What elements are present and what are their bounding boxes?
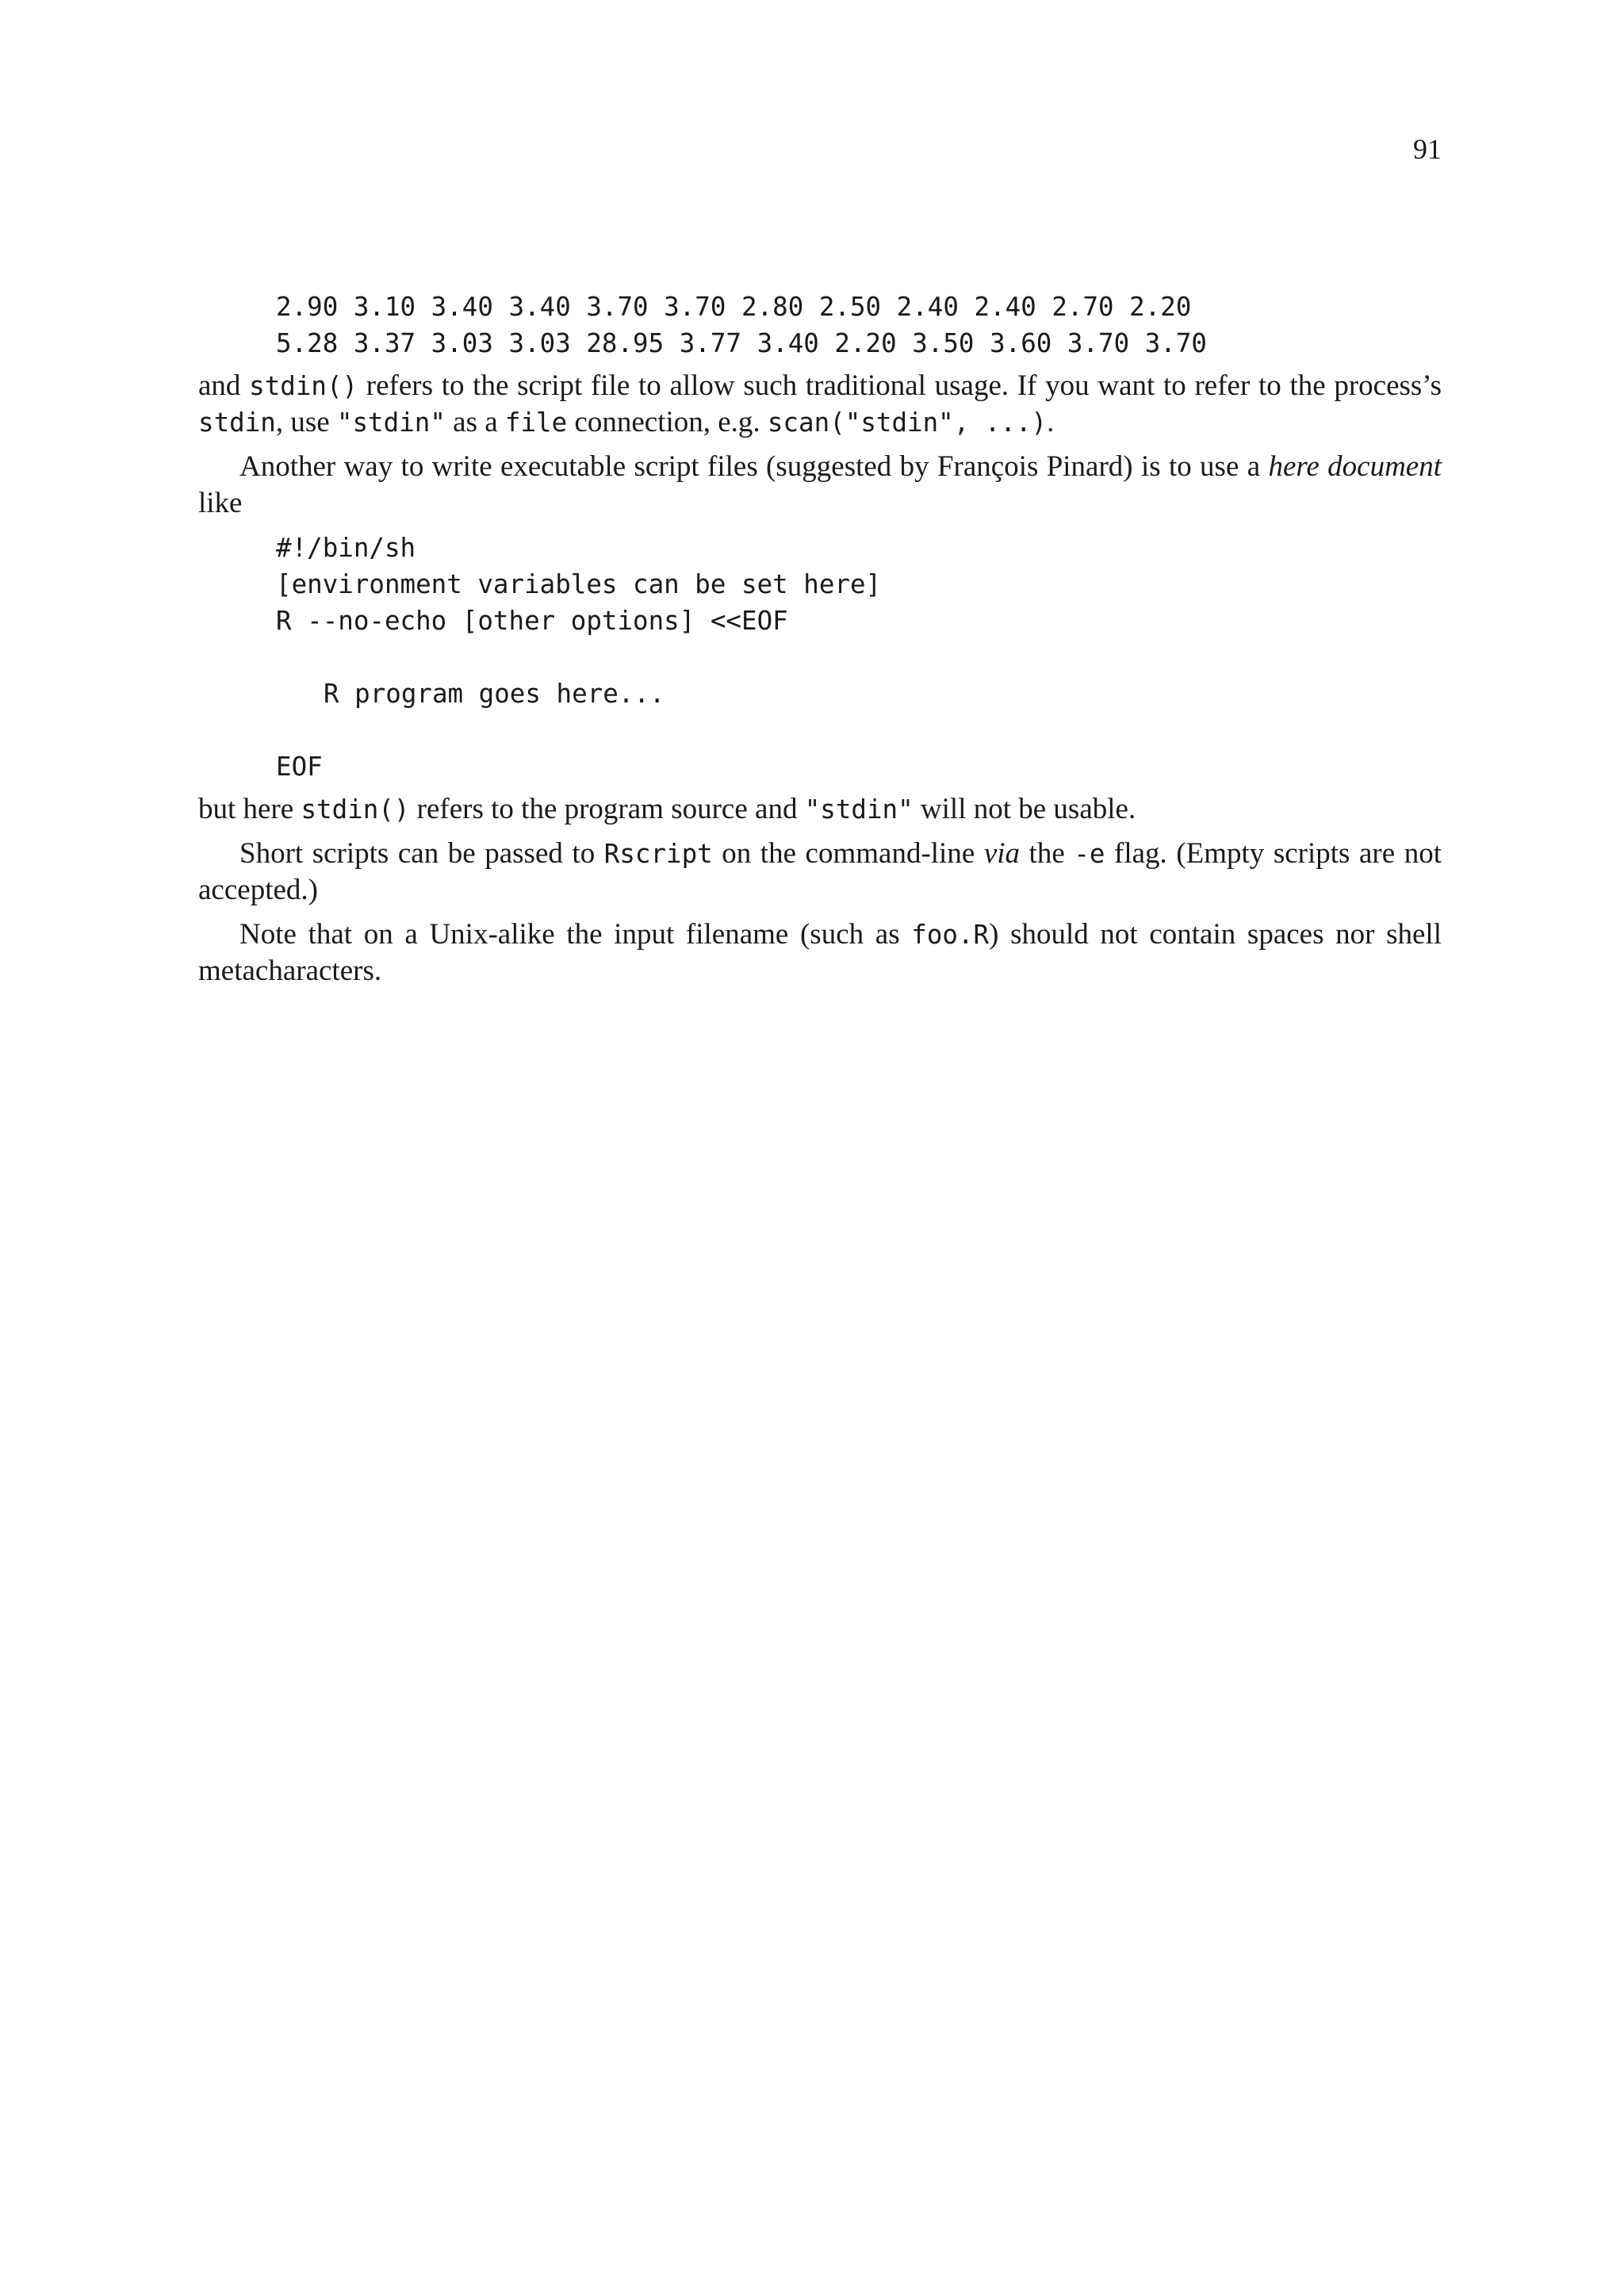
script-line-r-command: R --no-echo [other options] <<EOF: [276, 606, 788, 636]
data-line-2: 5.28 3.37 3.03 3.03 28.95 3.77 3.40 2.20 3.50 3.60 3.70 3.70: [276, 328, 1207, 358]
script-line-blank: [276, 639, 1442, 675]
script-line-shebang: #!/bin/sh: [276, 533, 416, 563]
paragraph-short-scripts: Short scripts can be passed to Rscript on the command-line via the -e flag. (Empty scripts are not accepted.): [198, 837, 1442, 906]
code-rscript: Rscript: [603, 839, 713, 869]
code-scan-call: scan("stdin", ...): [767, 408, 1048, 438]
emphasis-here-document: here document: [1268, 450, 1442, 483]
code-foo-r: foo.R: [911, 920, 990, 950]
code-e-flag: -e: [1074, 839, 1105, 869]
page-number: 91: [1413, 133, 1442, 165]
code-stdin-string: "stdin": [336, 408, 446, 438]
code-stdin-string: "stdin": [804, 794, 914, 825]
code-file: file: [504, 408, 568, 438]
shell-script-block: [276, 530, 1442, 785]
code-stdin-call: stdin(): [301, 794, 410, 825]
code-stdin-call: stdin(): [249, 371, 358, 401]
page-content: [198, 289, 1442, 997]
script-line-eof: EOF: [276, 752, 323, 782]
paragraph-filename-note: Note that on a Unix-alike the input filename (such as foo.R) should not contain spaces nor shell metacharacters.: [198, 918, 1442, 987]
paragraph-stdin-program-source: but here stdin() refers to the program source and "stdin" will not be usable.: [198, 793, 1136, 825]
paragraph-stdin-usage: and stdin() refers to the script file to allow such traditional usage. If you want to refer to the process’s stdin, use "stdin" as a file connection, e.g. scan("stdin", ...).: [198, 369, 1442, 438]
script-line-env: [environment variables can be set here]: [276, 569, 882, 599]
paragraph-here-document: Another way to write executable script files (suggested by François Pinard) is to use a here document like: [198, 450, 1442, 519]
data-output-block: [276, 289, 1442, 362]
script-line-program: R program goes here...: [324, 679, 665, 709]
data-line-1: 2.90 3.10 3.40 3.40 3.70 3.70 2.80 2.50 2.40 2.40 2.70 2.20: [276, 292, 1192, 322]
script-line-blank: [276, 712, 1442, 748]
emphasis-via: via: [983, 837, 1021, 870]
code-stdin: stdin: [198, 408, 276, 438]
